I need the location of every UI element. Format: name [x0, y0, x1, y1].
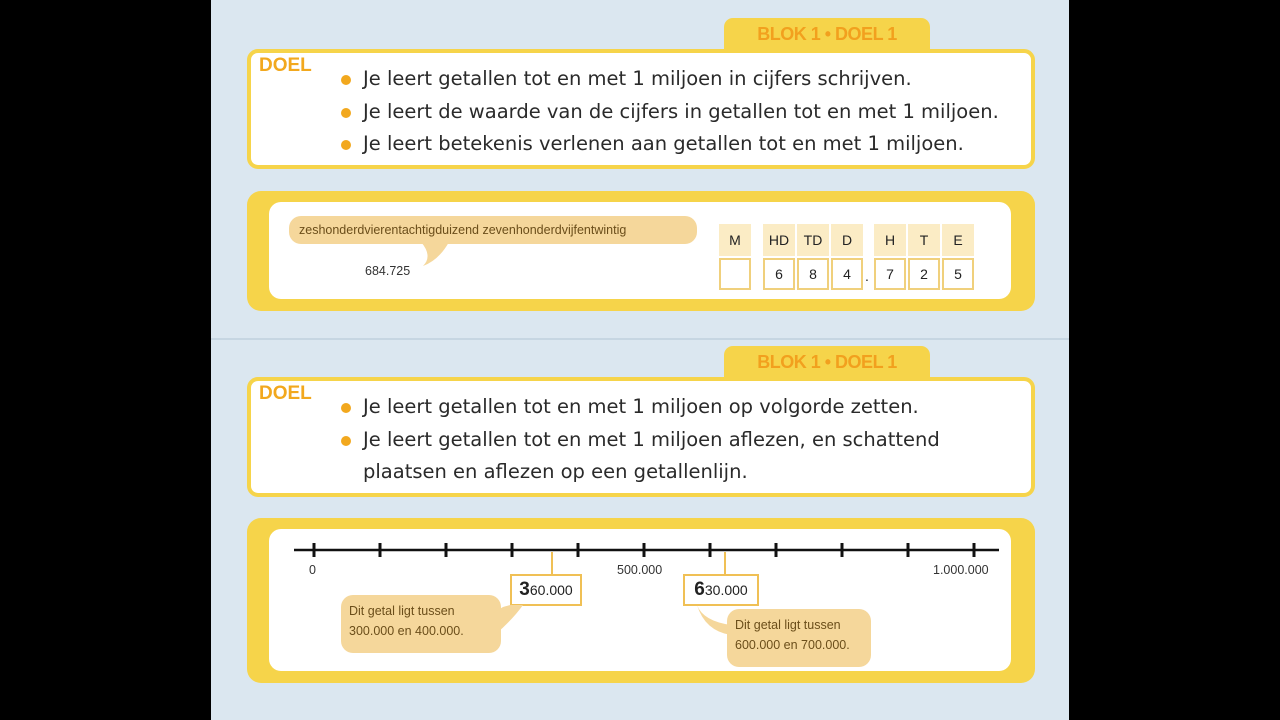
bullet-icon [341, 436, 351, 446]
hint-bubble: Dit getal ligt tussen 600.000 en 700.000. [727, 609, 871, 667]
pv-header-cell: H [874, 224, 906, 256]
goal-item: Je leert getallen tot en met 1 miljoen in cijfers schrijven. [341, 63, 999, 96]
bubble-tail [493, 605, 527, 635]
marker-box: 360.000 [510, 574, 582, 606]
pv-digit-cell: 7 [874, 258, 906, 290]
doel-label: DOEL [259, 55, 312, 76]
hint-bubble: Dit getal ligt tussen 300.000 en 400.000. [341, 595, 501, 653]
section-divider [211, 338, 1069, 340]
pv-digit-cell: 8 [797, 258, 829, 290]
word-bubble: zeshonderdvierentachtigduizend zevenhonderdvijfentwintig [289, 216, 697, 244]
pv-header-cell: M [719, 224, 751, 256]
goal-item: Je leert de waarde van de cijfers in getallen tot en met 1 miljoen. [341, 96, 999, 129]
pv-header-cell: D [831, 224, 863, 256]
marker-box: 630.000 [683, 574, 759, 606]
pv-digit-cell: 2 [908, 258, 940, 290]
thousands-separator: . [865, 268, 869, 284]
numberline-panel-inner [269, 529, 1011, 671]
number-value: 684.725 [365, 264, 411, 278]
bullet-icon [341, 403, 351, 413]
goal-list [341, 391, 940, 489]
goal-list [341, 63, 999, 161]
pv-header-cell: TD [797, 224, 829, 256]
pv-header-cell: E [942, 224, 974, 256]
pv-header-cell: HD [763, 224, 795, 256]
example-panel-inner [269, 202, 1011, 299]
pv-header-cell: T [908, 224, 940, 256]
pv-digit-cell: 4 [831, 258, 863, 290]
bullet-icon [341, 140, 351, 150]
goal-item: Je leert getallen tot en met 1 miljoen aflezen, en schattend plaatsen en aflezen op een getallenlijn. [341, 424, 940, 489]
pv-digit-cell: 5 [942, 258, 974, 290]
bubble-tail [419, 242, 459, 268]
example-panel [247, 191, 1035, 311]
goal-item: Je leert getallen tot en met 1 miljoen op volgorde zetten. [341, 391, 940, 424]
tick-label: 0 [309, 563, 316, 577]
blok-doel-tab: BLOK 1 • DOEL 1 [724, 18, 930, 52]
bubble-tail [693, 605, 733, 635]
doel-label: DOEL [259, 383, 312, 404]
numberline-panel [247, 518, 1035, 683]
workbook-page [211, 0, 1069, 720]
pv-digit-cell: 6 [763, 258, 795, 290]
goal-box [247, 49, 1035, 169]
tick-label: 500.000 [617, 563, 663, 577]
bullet-icon [341, 108, 351, 118]
pv-digit-cell [719, 258, 751, 290]
bullet-icon [341, 75, 351, 85]
goal-box [247, 377, 1035, 497]
blok-doel-tab: BLOK 1 • DOEL 1 [724, 346, 930, 380]
goal-item: Je leert betekenis verlenen aan getallen tot en met 1 miljoen. [341, 128, 999, 161]
tick-label: 1.000.000 [933, 563, 989, 577]
